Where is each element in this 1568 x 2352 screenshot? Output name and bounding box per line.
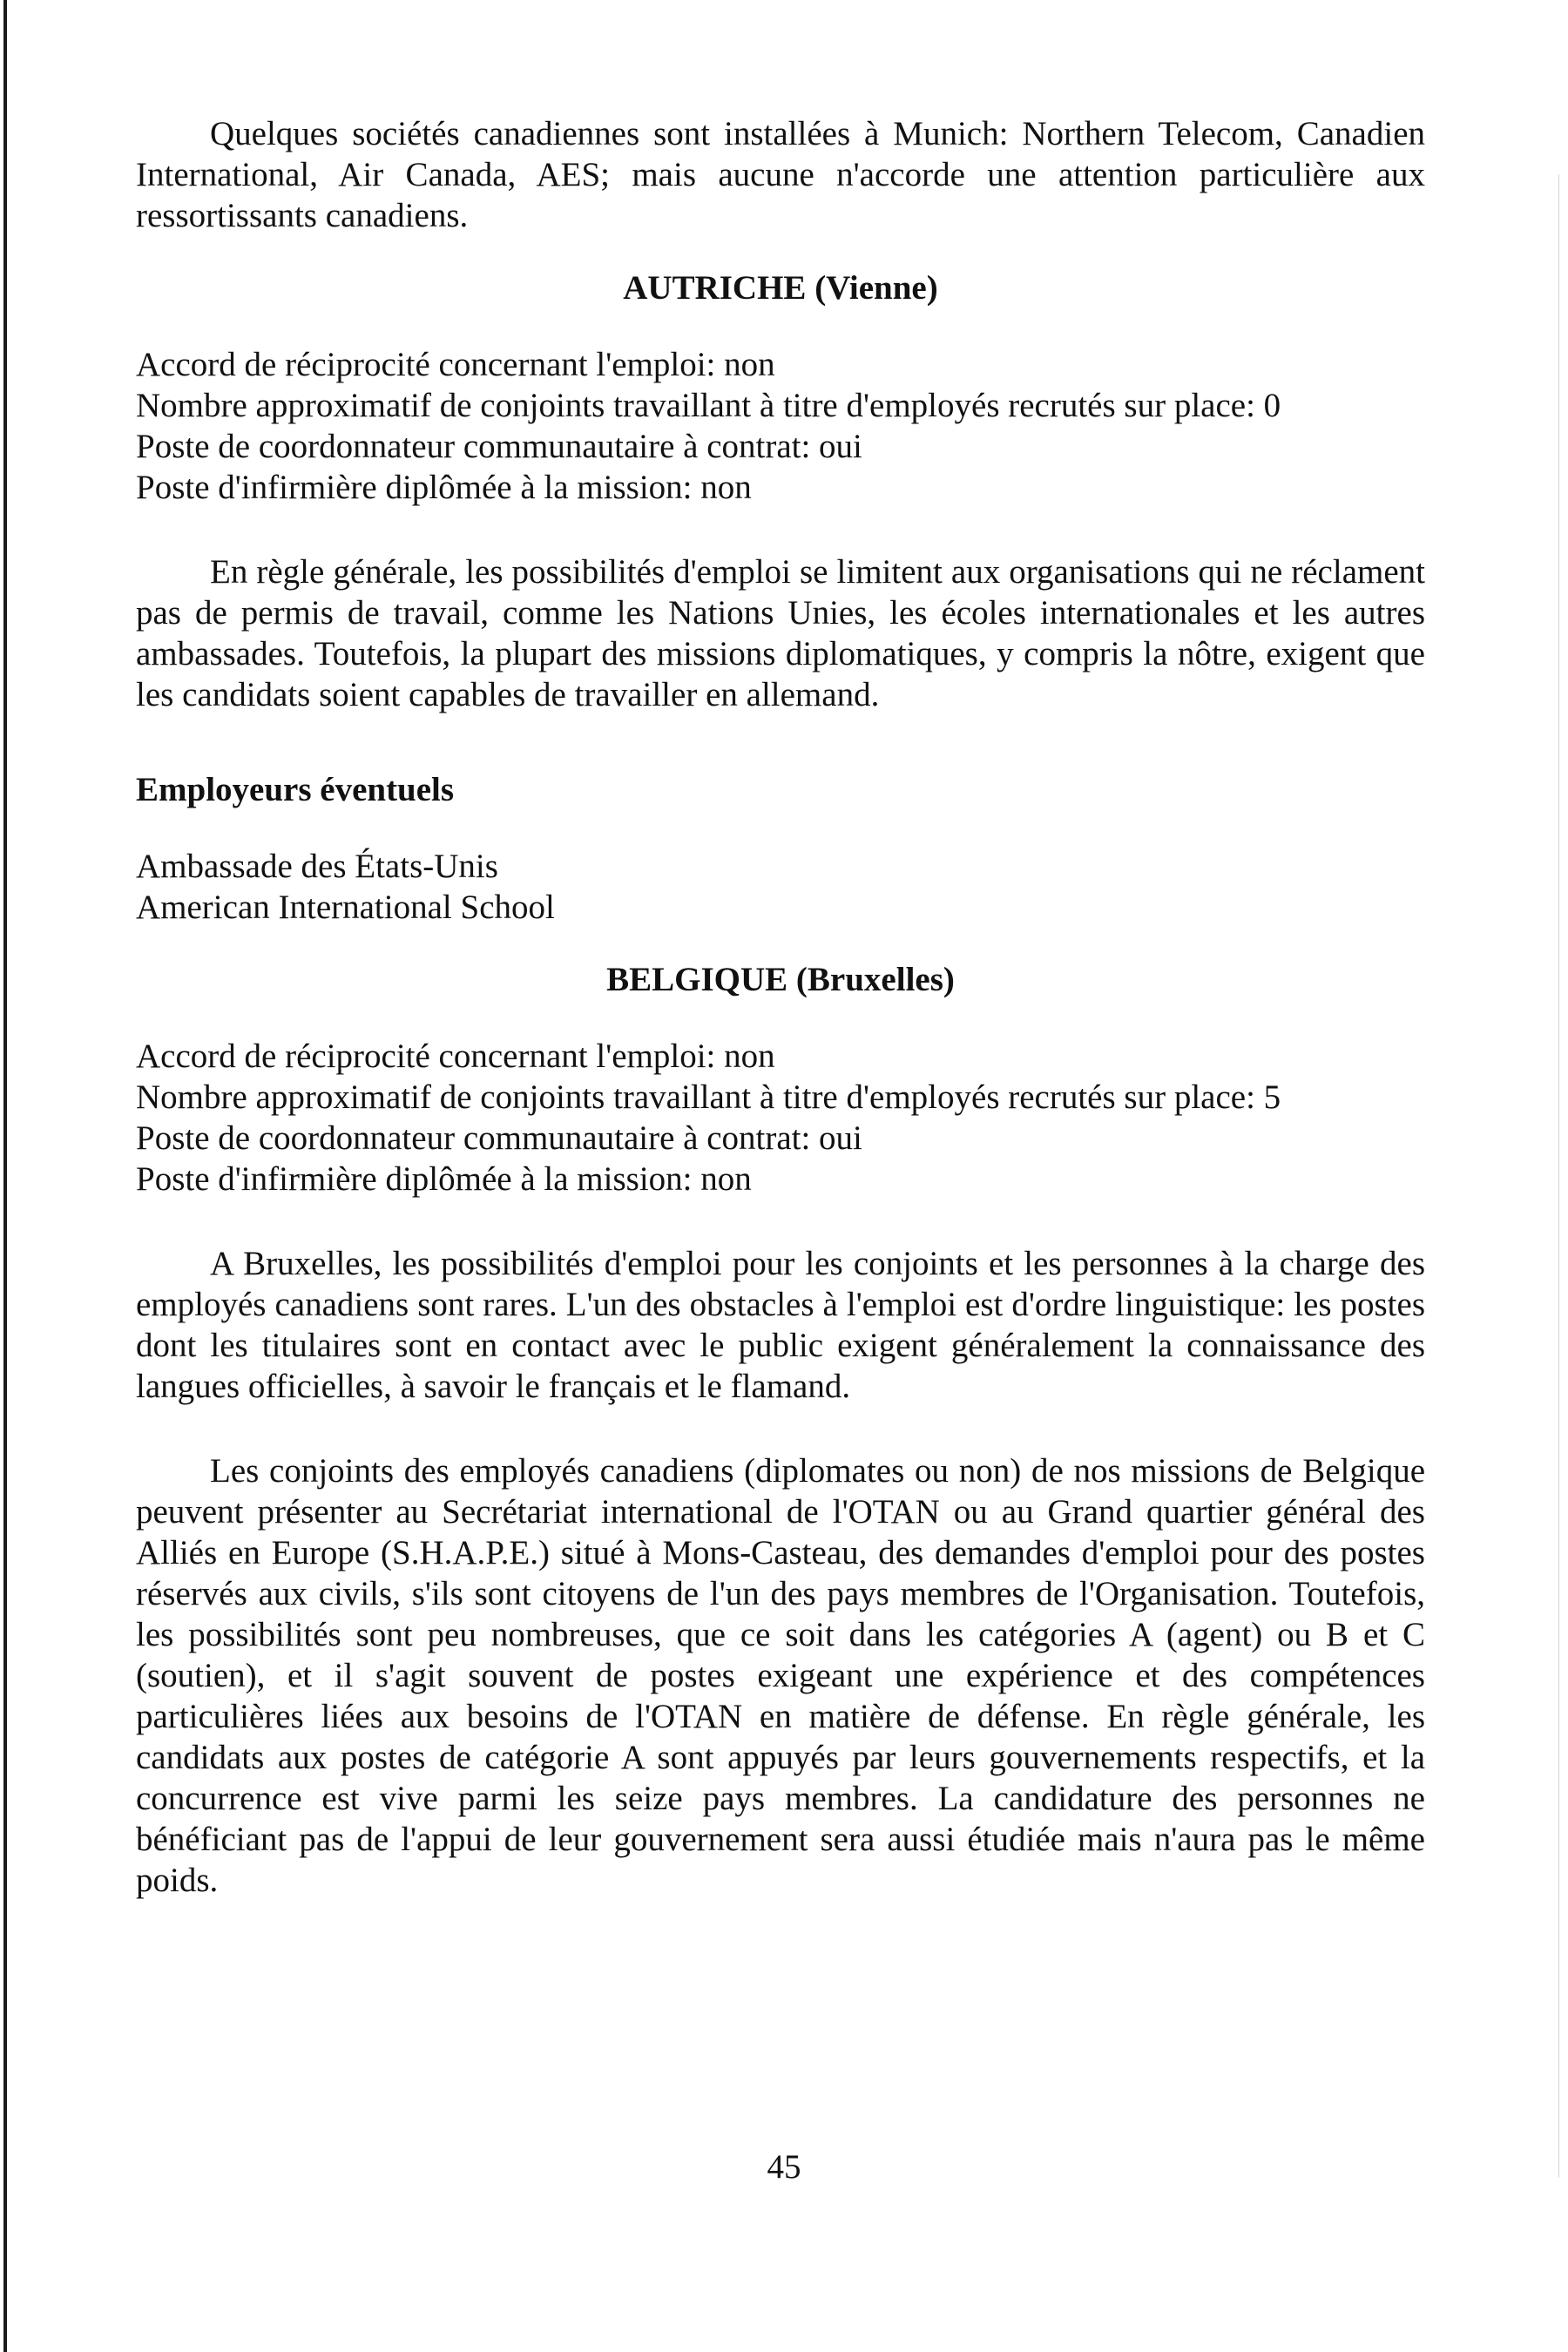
employers-list — [136, 846, 1425, 928]
austria-paragraph: En règle générale, les possibilités d'emploi se limitent aux organisations qui ne réclament pas de permis de travail, comme les Nations Unies, les écoles internationales et les autres ambassades. Toutefois, la plupart des missions diplomatiques, y compris la nôtre, exigent que les candidats soient capables de travailler en allemand. — [136, 553, 1425, 713]
austria-field-nurse: Poste d'infirmière diplômée à la mission: non — [136, 469, 752, 506]
belgium-heading: BELGIQUE (Bruxelles) — [606, 961, 955, 998]
austria-field-spouses: Nombre approximatif de conjoints travaillant à titre d'employés recrutés sur place: 0 — [136, 387, 1281, 424]
scan-left-edge — [3, 0, 7, 2352]
belgium-field-coordinator: Poste de coordonnateur communautaire à contrat: oui — [136, 1119, 862, 1157]
austria-heading: AUTRICHE (Vienne) — [623, 269, 938, 307]
scan-right-edge — [1558, 174, 1559, 2178]
belgium-paragraph-1: A Bruxelles, les possibilités d'emploi pour les conjoints et les personnes à la charge des employés canadiens sont rares. L'un des obstacles à l'emploi est d'ordre linguistique: les postes dont les titulaires sont en contact avec le public exigent généralement la connaissance des langues officielles, à savoir le français et le flamand. — [136, 1245, 1425, 1405]
page-number: 45 — [767, 2148, 801, 2186]
belgium-paragraph-2: Les conjoints des employés canadiens (diplomates ou non) de nos missions de Belgique peuvent présenter au Secrétariat international de l'OTAN ou au Grand quartier général des Alliés en Europe (S.H.A.P.E.) situé à Mons-Casteau, des demandes d'emploi pour des postes réservés aux civils, s'ils sont citoyens de l'un des pays membres de l'Organisation. Toutefois, les possibilités sont peu nombreuses, que ce soit dans les catégories A (agent) ou B et C (soutien), et il s'agit souvent de postes exigeant une expérience et des compétences particulières liées aux besoins de l'OTAN en matière de défense. En règle générale, les candidats aux postes de catégorie A sont appuyés par leurs gouvernements respectifs, et la concurrence est vive parmi les seize pays membres. La candidature des personnes ne bénéficiant pas de l'appui de leur gouvernement sera aussi étudiée mais n'aura pas le même poids. — [136, 1452, 1425, 1899]
austria-field-reciprocity: Accord de réciprocité concernant l'emploi: non — [136, 346, 775, 383]
employer-item: Ambassade des États-Unis — [136, 848, 498, 885]
employer-item: American International School — [136, 889, 555, 926]
belgium-field-reciprocity: Accord de réciprocité concernant l'emploi: non — [136, 1037, 775, 1075]
belgium-field-nurse: Poste d'infirmière diplômée à la mission: non — [136, 1160, 752, 1198]
employers-heading: Employeurs éventuels — [136, 771, 455, 808]
document-page — [136, 113, 1425, 1901]
belgium-field-spouses: Nombre approximatif de conjoints travaillant à titre d'employés recrutés sur place: 5 — [136, 1078, 1281, 1116]
austria-fields — [136, 344, 1425, 508]
belgium-fields — [136, 1036, 1425, 1200]
austria-field-coordinator: Poste de coordonnateur communautaire à contrat: oui — [136, 428, 862, 465]
intro-paragraph: Quelques sociétés canadiennes sont installées à Munich: Northern Telecom, Canadien International, Air Canada, AES; mais aucune n'accorde une attention particulière aux ressortissants canadiens. — [136, 115, 1425, 234]
